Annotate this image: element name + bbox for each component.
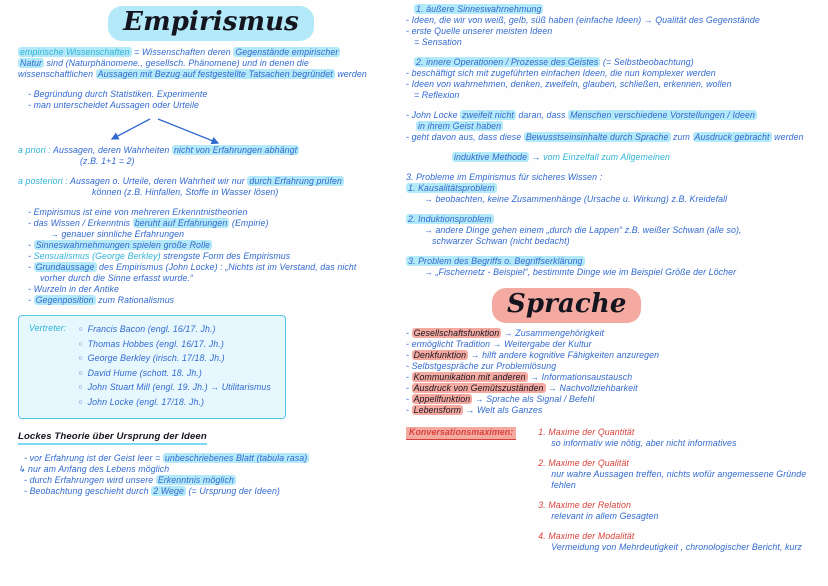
text-segment: -	[406, 372, 412, 383]
text-segment: a priori :	[18, 145, 53, 156]
text-segment: -	[28, 240, 34, 251]
note-line	[18, 145, 404, 156]
highlighted-text: Gesellschaftsfunktion	[413, 328, 500, 339]
text-segment: - Empirismus ist eine von mehreren Erkenntnistheorien	[28, 207, 248, 218]
note-line	[18, 262, 404, 273]
locke-heading-text: Lockes Theorie über Ursprung der Ideen	[18, 431, 207, 445]
note-line	[18, 156, 404, 167]
note-line	[18, 295, 404, 306]
left-notes-column	[18, 6, 404, 506]
highlighted-text: zweifelt nicht	[462, 110, 514, 120]
section-title	[492, 290, 822, 319]
note-block	[406, 152, 822, 163]
note-line	[406, 4, 822, 15]
text-segment: - Ideen, die wir von weiß, gelb, süß haben (einfache Ideen) → Qualität des Gegenstände	[406, 15, 760, 25]
text-segment: - das Wissen / Erkenntnis	[28, 218, 133, 229]
text-segment: → Sprache als Signal / Befehl	[472, 394, 595, 405]
note-block	[18, 47, 404, 80]
vertreter-item: ○ David Hume (schott. 18. Jh.)	[78, 367, 271, 382]
highlighted-text: Lebensform	[413, 405, 462, 416]
text-segment: → „Fischernetz - Beispiel“, bestimmte Dinge wie im Beispiel Größe der Löcher	[424, 267, 737, 277]
vertreter-item: ○ George Berkley (irisch. 17/18. Jh.)	[78, 352, 271, 367]
note-line	[406, 37, 822, 48]
note-line	[406, 214, 822, 225]
text-segment: -	[28, 251, 34, 262]
note-line	[406, 372, 822, 383]
note-block	[406, 172, 822, 205]
note-line	[406, 110, 822, 121]
note-line	[18, 240, 404, 251]
note-line	[18, 464, 404, 475]
note-line	[406, 57, 822, 68]
text-segment: schwarzer Schwan (nicht bedacht)	[432, 236, 570, 246]
note-block	[406, 256, 822, 278]
highlighted-text: nicht von Erfahrungen abhängt	[173, 145, 298, 156]
note-line	[406, 79, 822, 90]
note-block	[18, 453, 404, 497]
highlighted-text: Denkfunktion	[413, 350, 467, 361]
note-line	[406, 405, 822, 416]
note-line	[406, 90, 822, 101]
locke-heading	[18, 431, 404, 443]
text-segment: → Informationsaustausch	[527, 372, 633, 383]
text-segment: Aussagen, deren Wahrheiten	[53, 145, 172, 156]
text-segment: - vor Erfahrung ist der Geist leer =	[24, 453, 163, 464]
note-line	[18, 58, 404, 69]
maxim-title: 3. Maxime der Relation	[538, 500, 631, 511]
maxim-description: so informativ wie nötig, aber nicht informatives	[551, 438, 737, 449]
text-segment: - erste Quelle unserer meisten Ideen	[406, 26, 553, 36]
text-segment: - durch Erfahrungen wird unsere	[24, 475, 156, 486]
text-segment: -	[406, 394, 412, 405]
vertreter-box	[18, 315, 286, 419]
note-block	[406, 110, 822, 143]
highlighted-text: unbeschriebenes Blatt (tabula rasa)	[164, 453, 308, 464]
vertreter-item: ○ Francis Bacon (engl. 16/17. Jh.)	[78, 323, 271, 338]
highlighted-text: Ausdruck gebracht	[694, 132, 770, 142]
note-line	[18, 284, 404, 295]
text-segment: -	[28, 262, 34, 273]
note-line	[406, 172, 822, 183]
highlighted-text: Appellfunktion	[413, 394, 471, 405]
text-segment: - Selbstgespräche zur Problemlösung	[406, 361, 557, 372]
vertreter-item: ○ John Stuart Mill (engl. 19. Jh.) → Utilitarismus	[78, 381, 271, 396]
note-line	[18, 176, 404, 187]
note-line	[18, 187, 404, 198]
text-segment: 3. Probleme im Empirismus für sicheres Wissen :	[406, 172, 603, 182]
note-line	[406, 328, 822, 339]
text-segment: → beobachten, keine Zusammenhänge (Ursache u. Wirkung) z.B. Kreidefall	[424, 194, 728, 204]
text-segment: (= Ursprung der Ideen)	[185, 486, 280, 497]
maxim-title: 1. Maxime der Quantität	[538, 427, 635, 438]
maxim-title: 4. Maxime der Modalität	[538, 531, 635, 542]
highlighted-text: induktive Methode	[454, 152, 528, 162]
text-segment: werden	[334, 69, 367, 80]
text-segment: → Welt als Ganzes	[463, 405, 543, 416]
text-segment: Sensualismus (George Berkley)	[33, 251, 164, 262]
highlighted-text: Ausdruck von Gemütszuständen	[413, 383, 544, 394]
highlighted-text: Erkenntnis möglich	[157, 475, 234, 486]
section-title	[18, 8, 404, 37]
note-line	[18, 251, 404, 262]
highlighted-text: Kommunikation mit anderen	[413, 372, 526, 383]
text-segment: (= Selbstbeobachtung)	[600, 57, 694, 67]
text-segment: vom Einzelfall zum Allgemeinen	[543, 152, 670, 162]
vertreter-item: ○ Thomas Hobbes (engl. 16/17. Jh.)	[78, 338, 271, 353]
maxim-description: Vermeidung von Mehrdeutigkeit , chronologischer Bericht, kurz	[551, 542, 803, 553]
note-line	[406, 26, 822, 37]
text-segment: (Empirie)	[229, 218, 269, 229]
note-block	[406, 4, 822, 48]
text-segment: daran, dass	[515, 110, 569, 120]
highlighted-text: 1. Kausalitätsproblem	[408, 183, 495, 193]
text-segment: sind (Naturphänomene., gesellsch. Phänomene) und in denen die	[44, 58, 309, 69]
note-line	[406, 194, 822, 205]
text-segment: strengste Form des Empirismus	[163, 251, 291, 262]
text-segment: -	[406, 383, 412, 394]
note-line	[18, 475, 404, 486]
text-segment: → Nachvollziehbarkeit	[545, 383, 638, 394]
highlighted-text: Sinneswahrnehmungen spielen große Rolle	[35, 240, 211, 251]
note-line	[406, 15, 822, 26]
maxim-item	[538, 500, 822, 522]
note-line	[406, 68, 822, 79]
text-segment: - man unterscheidet Aussagen oder Urteile	[28, 100, 200, 111]
note-block	[18, 145, 404, 167]
text-segment: = Wissenschaften deren	[131, 47, 234, 58]
text-segment: werden	[771, 132, 804, 142]
note-block	[18, 207, 404, 306]
text-segment: - beschäftigt sich mit zugeführten einfachen Ideen, die nun komplexer werden	[406, 68, 716, 78]
note-block	[406, 328, 822, 416]
vertreter-label: Vertreter:	[29, 323, 67, 334]
text-segment: - ermöglicht Tradition → Weitergabe der Kultur	[406, 339, 592, 350]
note-line	[406, 361, 822, 372]
text-segment: - Wurzeln in der Antike	[28, 284, 119, 295]
highlighted-text: Bewusstseinsinhalte durch Sprache	[525, 132, 669, 142]
note-line	[406, 267, 822, 278]
highlighted-text: Grundaussage	[35, 262, 95, 273]
text-segment: - Ideen von wahrnehmen, denken, zweifeln, glauben, schließen, erkennen, wollen	[406, 79, 732, 89]
text-segment: können (z.B. Hinfallen, Stoffe in Wasser lösen)	[92, 187, 279, 198]
maxim-title: 2. Maxime der Qualität	[538, 458, 629, 469]
note-block	[18, 89, 404, 111]
note-line	[18, 486, 404, 497]
text-segment: → hilft andere kognitive Fähigkeiten anzuregen	[468, 350, 660, 361]
note-line	[18, 229, 404, 240]
highlighted-text: beruht auf Erfahrungen	[134, 218, 228, 229]
note-line	[18, 218, 404, 229]
text-segment: Aussagen o. Urteile, deren Wahrheit wir nur	[70, 176, 248, 187]
note-line	[18, 69, 404, 80]
text-segment: -	[406, 350, 412, 361]
text-segment: -	[406, 328, 412, 339]
maxim-description: relevant in allem Gesagten	[551, 511, 659, 522]
highlighted-text: empirische Wissenschaften	[20, 47, 130, 58]
text-segment: →	[529, 152, 544, 162]
maxim-item	[538, 427, 822, 449]
note-block	[406, 57, 822, 101]
text-segment: ↳ nur am Anfang des Lebens möglich	[18, 464, 170, 475]
note-block	[18, 176, 404, 198]
konversationsmaximen	[406, 427, 822, 562]
section-title-text: Empirismus	[108, 6, 314, 41]
note-line	[406, 236, 822, 247]
konversationsmaximen-label: Konversationsmaximen:	[406, 427, 516, 440]
highlighted-text: Gegenposition	[35, 295, 94, 306]
note-line	[406, 350, 822, 361]
text-segment: vorher durch die Sinne erfasst wurde.“	[40, 273, 193, 284]
note-line	[406, 121, 822, 132]
vertreter-item: ○ John Locke (engl. 17/18. Jh.)	[78, 396, 271, 411]
note-line	[406, 383, 822, 394]
maxim-description: nur wahre Aussagen treffen, nichts wofür angemessene Gründe fehlen	[551, 469, 807, 491]
note-line	[406, 132, 822, 143]
text-segment: = Sensation	[414, 37, 462, 47]
note-line	[406, 339, 822, 350]
note-block	[406, 214, 822, 247]
text-segment: → andere Dinge gehen einem „durch die Lappen“ z.B. weißer Schwan (alle so),	[424, 225, 742, 235]
highlighted-text: 2 Wege	[153, 486, 184, 497]
text-segment: -	[28, 295, 34, 306]
note-line	[18, 100, 404, 111]
note-line	[18, 453, 404, 464]
note-line	[406, 394, 822, 405]
section-title-text: Sprache	[492, 288, 641, 323]
text-segment: -	[406, 405, 412, 416]
text-segment: a posteriori :	[18, 176, 71, 187]
text-segment: → Zusammengehörigkeit	[501, 328, 605, 339]
text-segment: - Begründung durch Statistiken. Experimente	[28, 89, 208, 100]
highlighted-text: Aussagen mit Bezug auf festgestellte Tatsachen begründet	[97, 69, 333, 80]
text-segment: - Beobachtung geschieht durch	[24, 486, 152, 497]
text-segment: - geht davon aus, dass diese	[406, 132, 524, 142]
text-segment: wissenschaftlichen	[18, 69, 96, 80]
highlighted-text: Gegenstände empirischer	[235, 47, 339, 58]
text-segment: - John Locke	[406, 110, 461, 120]
highlighted-text: 3. Problem des Begriffs o. Begriffserklärung	[408, 256, 583, 266]
highlighted-text: 2. innere Operationen / Prozesse des Geistes	[416, 57, 599, 67]
note-line	[406, 256, 822, 267]
note-line	[18, 47, 404, 58]
text-segment: = Reflexion	[414, 90, 460, 100]
note-line	[18, 207, 404, 218]
highlighted-text: 2. Induktionsproblem	[408, 214, 492, 224]
maxim-item	[538, 458, 822, 491]
text-segment: → genauer sinnliche Erfahrungen	[50, 229, 185, 240]
maxim-item	[538, 531, 822, 553]
text-segment: (z.B. 1+1 = 2)	[80, 156, 135, 167]
highlighted-text: Menschen verschiedene Vorstellungen / Ideen	[570, 110, 755, 120]
highlighted-text: durch Erfahrung prüfen	[249, 176, 343, 187]
maximen-list	[538, 427, 822, 562]
text-segment: zum Rationalismus	[95, 295, 175, 306]
text-segment: des Empirismus (John Locke) : „Nichts ist im Verstand, das nicht	[96, 262, 357, 273]
branch-arrows-icon	[78, 117, 404, 144]
text-segment: zum	[670, 132, 693, 142]
note-line	[406, 183, 822, 194]
highlighted-text: in ihrem Geist haben	[418, 121, 502, 131]
note-line	[406, 152, 822, 163]
highlighted-text: Natur	[20, 58, 43, 69]
note-line	[406, 225, 822, 236]
right-notes-column	[406, 4, 822, 562]
note-line	[18, 89, 404, 100]
vertreter-list	[78, 323, 271, 410]
highlighted-text: 1. äußere Sinneswahrnehmung	[416, 4, 542, 14]
note-line	[18, 273, 404, 284]
